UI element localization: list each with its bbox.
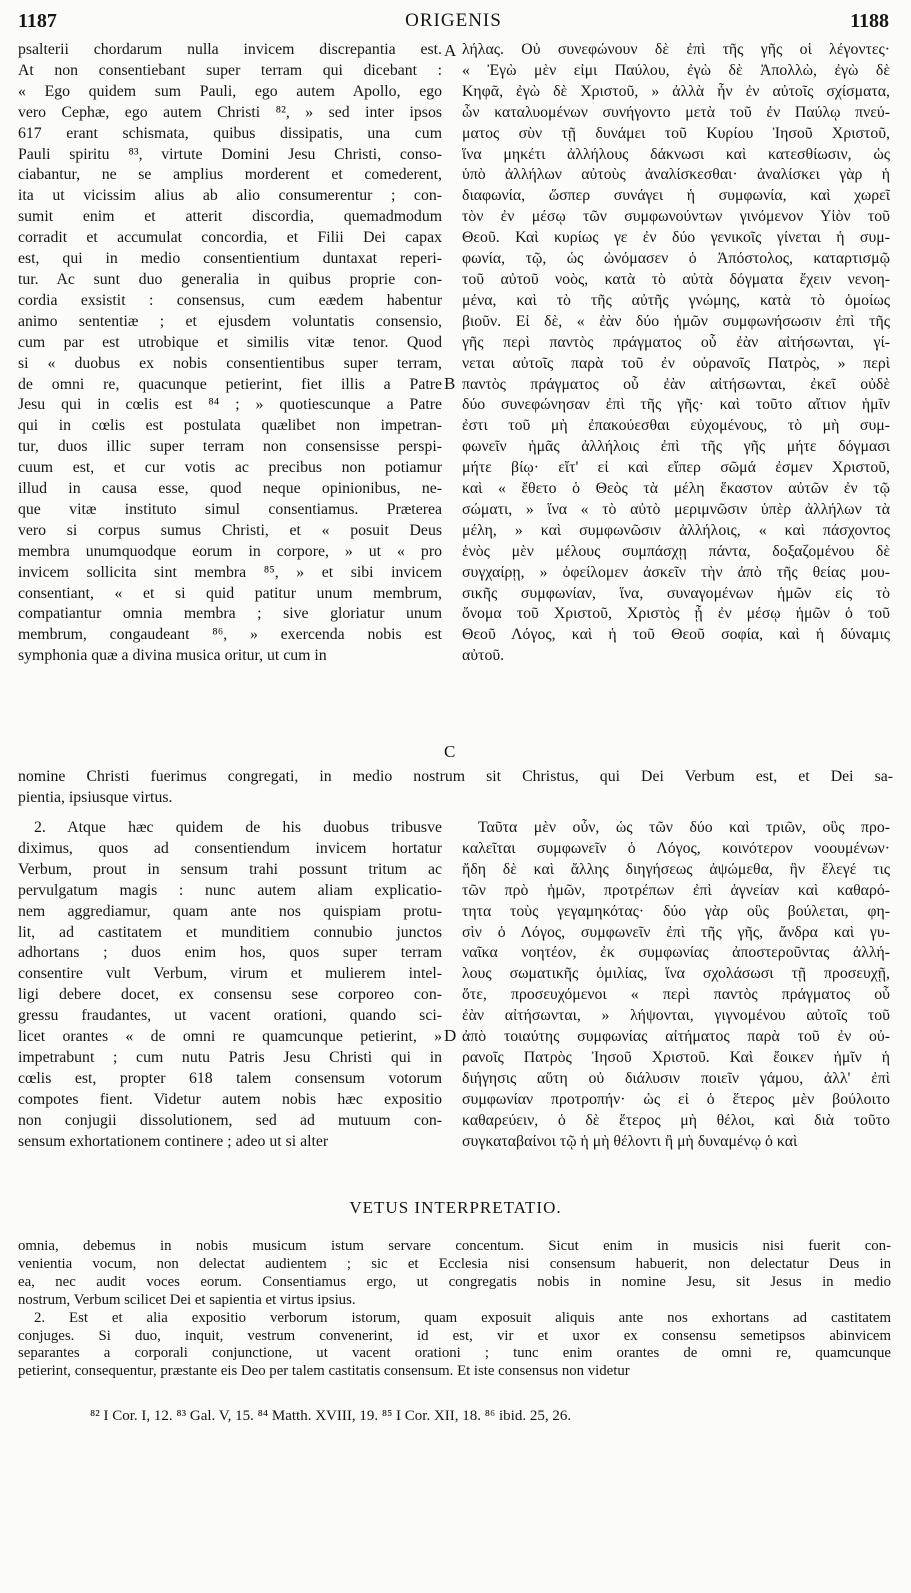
text-line: διήγησις αὕτη οὐ διάλυσιν ποιεῖν γάμου, ἀλλ' ἐπὶ (462, 1069, 890, 1087)
text-line: nomine Christi fuerimus congregati, in medio nostrum sit Christus, qui Dei Verbum est, et Dei sa- (18, 768, 893, 785)
page-number-left: 1187 (18, 10, 57, 32)
footnotes: ⁸² I Cor. I, 12. ⁸³ Gal. V, 15. ⁸⁴ Matth. XVIII, 19. ⁸⁵ I Cor. XII, 18. ⁸⁶ ibid. 25, 26. (90, 1408, 572, 1424)
text-line: μέλη, » καὶ συμφωνῶσιν ἀλλήλοις, « καὶ πάσχοντος (462, 521, 890, 539)
text-line: ὑπὸ ἀλλήλων αὐτοὺς ἀναλίσκεσθαι· ἀναλίσκει γὰρ ἡ (462, 166, 890, 184)
text-line: qui in cœlis est postulata quælibet non impetran- (18, 417, 442, 435)
text-line: ναῖκα νοητέον, ἐκ συμφωνίας ἀποστεροῦντας ἀλλή- (462, 944, 890, 962)
text-line: αὐτοῦ. (462, 647, 505, 665)
text-line: συγκαταβαίνοι τῷ ἡ μὴ θέλοντι ἢ μὴ δυναμένῳ ὁ καὶ (462, 1132, 798, 1150)
text-line: μένα, καὶ τὸ τῆς αὐτῆς γνώμης, κατὰ τὸ ὁμοίως (462, 291, 890, 309)
vetus-interpretatio-text (18, 1238, 891, 1381)
text-line: ciabantur, ne se amplius morderent et comederent, (18, 166, 442, 184)
text-line: τητα τοὺς γεγαμηκότας· δύο γὰρ οὓς βούλεται, φη- (462, 902, 890, 920)
text-line: compotes fient. Videtur autem nobis hæc expositio (18, 1090, 442, 1108)
text-line: diximus, quos ad consentiendum invicem hortatur (18, 839, 442, 857)
text-line: ἐστι τοῦ μὴ ἐπακούεσθαι εὐχομένους, τὸ μὴ συμ- (462, 417, 890, 435)
text-line: de omni re, quacunque petierint, fiet illis a Patre (18, 375, 442, 393)
text-line: gressu fraudantes, ut vacent orationi, quando sci- (18, 1007, 442, 1025)
text-line: ὄνομα τοῦ Χριστοῦ, Χριστὸς ᾖ ἐν μέσῳ ἡμῶν ὁ τοῦ (462, 605, 890, 623)
text-line: tur. Ac sunt duo generalia in quibus proprie con- (18, 270, 442, 288)
running-title: ORIGENIS (405, 10, 502, 31)
text-line: ἀπὸ τοιαύτης συμφωνίας αἰτήματος παρὰ τοῦ ἐν οὐ- (462, 1028, 890, 1046)
text-line: ρανοῖς Πατρὸς Ἰησοῦ Χριστοῦ. Καὶ ἔοικεν ἡμῖν ἡ (462, 1048, 890, 1066)
text-line: que vitæ instituto simul consentiamus. Præterea (18, 500, 442, 518)
text-line: illud in causa esse, quod neque opinionibus, ne- (18, 480, 442, 498)
text-line: compatiantur omnia membra ; sive gloriatur unum (18, 605, 442, 623)
text-line: Verbum, prout in sensum trahi possunt tritum ac (18, 860, 442, 878)
text-line: συμφωνίαν προτροπήν· ὡς εἰ ὁ ἕτερος μὲν βούλοιτο (462, 1090, 890, 1108)
text-line: τὸν ἐν μέσῳ τῶν συμφωνούντων γινόμενον Υἱὸν τοῦ (462, 208, 890, 226)
margin-letter-b: B (444, 374, 456, 393)
margin-letter-a: A (444, 41, 457, 60)
text-line: nem aggrediamur, quam ante nos quispiam protu- (18, 902, 442, 920)
latin-column-2 (18, 818, 442, 1153)
text-line: Θεοῦ Λόγος, καὶ ἡ τοῦ Θεοῦ σοφία, καὶ ἡ δύναμις (462, 626, 890, 644)
text-line: cœlis est, propter 618 talem consensum votorum (18, 1069, 442, 1087)
text-line: διαφωνία, ὥσπερ συνάγει ἡ συμφωνία, καὶ χωρεῖ (462, 187, 890, 205)
text-line: ea, nec audit voces eorum. Consentiamus ergo, ut congregatis nobis in nomine Jesu, sit Jesus in medio (18, 1273, 891, 1290)
text-line: Jesu qui in cœlis est ⁸⁴ ; » quotiescunque a Patre (18, 396, 442, 414)
text-line: lit, ad castitatem et munditiem connubio junctos (18, 923, 442, 941)
text-line: γῆς περὶ παντὸς πράγματος οὗ ἐὰν αἰτήσωνται, γί- (462, 333, 890, 351)
text-line: ἑνὸς μὲν μέλους συμπάσχῃ πάντα, δοξαζομένου δὲ (462, 542, 890, 560)
text-line: Ταῦτα μὲν οὖν, ὡς τῶν δύο καὶ τριῶν, οὓς προ- (478, 819, 890, 836)
text-line: σὶν ὁ Λόγος, συμφωνεῖν ἐπὶ τῆς γῆς, ἄνδρα καὶ γυ- (462, 923, 890, 941)
text-line: corradit et accumulat concordia, et Filii Dei capax (18, 229, 442, 247)
text-line: Κηφᾶ, ἐγὼ δὲ Χριστοῦ, » ἀλλὰ ἦν ἐν αὐτοῖς σχίσματα, (462, 82, 890, 100)
running-header (18, 6, 889, 38)
margin-letter-d: D (444, 1026, 457, 1045)
text-line: ita ut vicissim alius ab alio consumerentur ; con- (18, 187, 442, 205)
text-line: membrum, congaudeant ⁸⁶, » exercenda nobis est (18, 626, 442, 644)
text-line: ματος σὺν τῇ δυνάμει τοῦ Κυρίου Ἰησοῦ Χριστοῦ, (462, 124, 890, 142)
page-number-right: 1188 (850, 10, 889, 32)
text-line: ὅτε, προσευχόμενοι « περὶ παντὸς πράγματος οὗ (462, 986, 890, 1004)
text-line: Θεοῦ. Καὶ κυρίως γε ἐν δύο γενικοῖς γίνεται ἡ συμ- (462, 229, 890, 247)
text-line: σικῆς συμφωνίαν, ἵνα, συναγομένων ἡμῶν εἰς τὸ (462, 584, 890, 602)
text-line: 2. Est et alia expositio verborum istorum, quam exposuit aliquis ante nos exhortans ad castitatem (34, 1309, 891, 1326)
text-line: τῶν πρὸ ἡμῶν, προτρέπων ἐπὶ ἁγνείαν καὶ καθαρό- (462, 881, 890, 899)
text-line: καθαρεύειν, ὁ δὲ ἕτερος μὴ θέλοι, καὶ διὰ τοῦτο (462, 1111, 890, 1129)
text-line: vero Cephæ, ego autem Christi ⁸², » sed inter ipsos (18, 103, 442, 121)
text-line: psalterii chordarum nulla invicem discrepantia est. (18, 41, 442, 58)
greek-column-2 (462, 818, 890, 1153)
text-line: invicem sollicita sint membra ⁸⁵, » et sibi invicem (18, 563, 442, 581)
text-line: ligi debere docet, ex consensu sese corporeo con- (18, 986, 442, 1004)
text-line: membra unumquodque eorum in corpore, » ut « pro (18, 542, 442, 560)
text-line: vero si corpus sumus Christi, et « posuit Deus (18, 521, 442, 539)
text-line: καὶ « ἔθετο ὁ Θεὸς τὰ μέλη ἕκαστον αὐτῶν ἐν τῷ (462, 480, 890, 498)
text-line: συγχαίρῃ, » ὀφείλομεν ἀσκεῖν τὴν ἀπὸ τῆς θείας μου- (462, 563, 890, 581)
text-line: μήτε βίῳ· εἴτ' εἰ καὶ εἴπερ σῶμά ἐσμεν Χριστοῦ, (462, 459, 890, 477)
text-line: « Ἐγὼ μὲν εἰμι Παύλου, ἐγὼ δὲ Ἀπολλὼ, ἐγὼ δὲ (462, 61, 890, 79)
text-line: omnia, debemus in nobis musicum istum servare concentum. Sicut enim in musicis nisi fuerit con- (18, 1238, 891, 1254)
text-line: non conjugii dissolutionem, sed ad mutuum con- (18, 1111, 442, 1129)
text-line: ἤδη δὲ καὶ ἄλλης διηγήσεως ἀψώμεθα, ἣν ἔλεγέ τις (462, 860, 890, 878)
text-line: φωνεῖν ἡμᾶς ἀλλήλοις ἐπὶ τῆς γῆς μήτε δόγμασι (462, 438, 890, 456)
text-line: symphonia quæ a divina musica oritur, ut cum in (18, 647, 327, 665)
text-line: « Ego quidem sum Pauli, ego autem Apollo, ego (18, 82, 442, 100)
text-line: pientia, ipsiusque virtus. (18, 789, 173, 806)
text-line: sensum exhortationem continere ; adeo ut si alter (18, 1132, 329, 1150)
latin-column-1 (18, 40, 442, 667)
full-width-lines (18, 766, 893, 808)
text-line: ὧν καταλυομένων συνήγοντο μετὰ τοῦ ἐν Παύλῳ πνεύ- (462, 103, 890, 121)
text-line: adhortans ; duos enim hos, quos super terram (18, 944, 442, 962)
text-line: separantes a corporali conjunctione, ut vacent orationi ; tunc enim orantes de omni re, quamcunque (18, 1345, 891, 1362)
text-line: ἐὰν αἰτήσωνται, » λήψονται, γιγνομένου αὐτοῖς τοῦ (462, 1007, 890, 1025)
text-line: consentire vult Verbum, virum et mulierem intel- (18, 965, 442, 983)
text-line: τοῦ αὐτοῦ νοὸς, κατὰ τὸ αὐτὰ δόγματα ἔχειν νενοη- (462, 270, 890, 288)
text-line: consentiant, « et si quid patitur unum membrum, (18, 584, 442, 602)
text-line: cuum est, et cur votis ac precibus non potiamur (18, 459, 442, 477)
text-line: ἵνα μηκέτι ἀλλήλους δάκνωσι καὶ κατεσθίωσιν, ὡς (462, 145, 890, 163)
text-line: καλεῖται συμφωνεῖν ὁ Λόγος, κοινότερον νοουμένων· (462, 839, 890, 857)
section-heading: VETUS INTERPRETATIO. (349, 1198, 562, 1217)
text-line: Pauli spiritu ⁸³, virtute Domini Jesu Christi, conso- (18, 145, 442, 163)
text-line: 617 erant schismata, quibus dissipatis, una cum (18, 124, 442, 142)
greek-column-1 (462, 40, 890, 667)
text-line: βιοῦν. Εἰ δὲ, « ἐὰν δύο ἡμῶν συμφωνήσωσιν ἐπὶ τῆς (462, 312, 890, 330)
text-line: λήλας. Οὐ συνεφώνουν δὲ ἐπὶ τῆς γῆς οἱ λέγοντες· (462, 41, 890, 58)
text-line: pervulgatum magis : nunc autem aliam explicatio- (18, 881, 442, 899)
text-line: animo sententiæ ; et ejusdem voluntatis consensio, (18, 312, 442, 330)
text-line: nostrum, Verbum scilicet Dei et sapientia et virtus ipsius. (18, 1291, 356, 1308)
text-line: λους σωματικῆς ὁμιλίας, ἵνα σχολάσωσι τῇ προσευχῇ, (462, 965, 890, 983)
text-line: νεται αὐτοῖς παρὰ τοῦ ἐν οὐρανοῖς Πατρὸς, » περὶ (462, 354, 890, 372)
text-line: 2. Atque hæc quidem de his duobus tribusve (34, 819, 442, 836)
text-line: conjuges. Si duo, inquit, vestrum convenerint, id est, vir et uxor ex consensu semetipsos abinvicem (18, 1327, 891, 1344)
text-line: cordia exsistit : consensus, cum eædem habentur (18, 291, 442, 309)
text-line: φωνία, τῷ, ὡς ὠνόμασεν ὁ Ἀπόστολος, καταρτισμῷ (462, 250, 890, 268)
text-line: cum par est utrobique et similis vitæ tenor. Quod (18, 333, 442, 351)
text-line: licet orantes « de omni re quamcunque petierint, » (18, 1028, 442, 1046)
text-line: si « duobus ex nobis consentientibus super terram, (18, 354, 442, 372)
text-line: δύο συνεφώνησαν ἐπὶ τῆς γῆς· καὶ τοῦτο αἴτιον ἡμῖν (462, 396, 890, 414)
text-line: At non consentiebant super terram qui dicebant : (18, 61, 442, 79)
text-line: sumit enim et atterit discordia, quemadmodum (18, 208, 442, 226)
text-line: tur, duos illic super terram non consensisse perspi- (18, 438, 442, 456)
text-line: παντὸς πράγματος οὗ ἐὰν αἰτήσωνται, ἐκεῖ οὐδὲ (462, 375, 890, 393)
text-line: est, qui in medio consentientium duntaxat reperi- (18, 250, 442, 268)
text-line: impetrabunt ; cum nutu Patris Jesu Christi qui in (18, 1048, 442, 1066)
text-line: petierint, consequentur, præstante eis Deo per talem castitatis consensum. Et iste consensus non videtur (18, 1363, 630, 1380)
text-line: σώματι, » ἵνα « τὸ αὐτὸ μεριμνῶσιν ὑπὲρ ἀλλήλων τὰ (462, 500, 890, 518)
text-line: venientia vocum, non delectat audientem ; sic et Ecclesia nisi consensum habuerit, non delectatur Deus in (18, 1255, 891, 1272)
margin-letter-c: C (444, 742, 456, 761)
